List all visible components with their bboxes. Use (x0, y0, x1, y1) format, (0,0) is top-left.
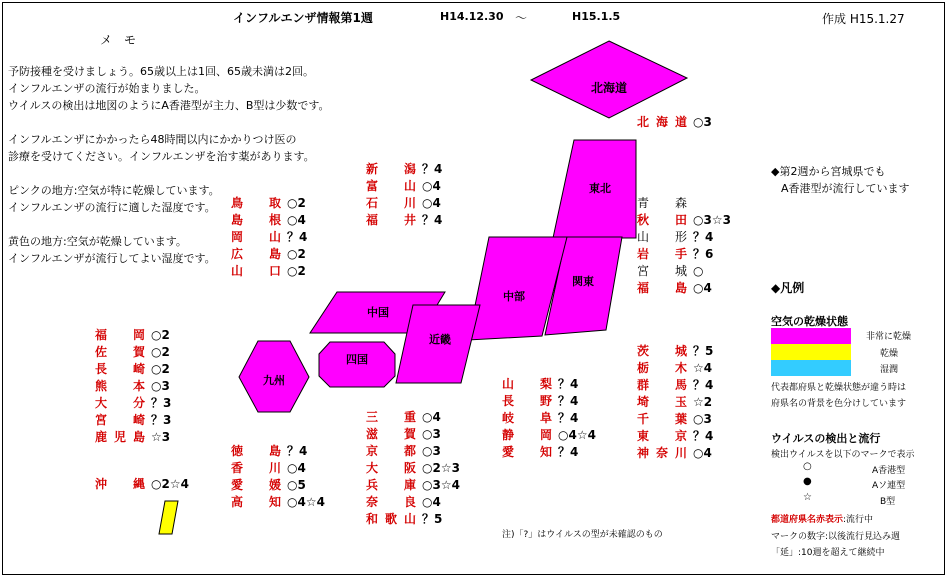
pref-status: ☆4 (693, 361, 713, 375)
pref-status: ○4 (422, 495, 441, 509)
region-label-kinki: 近畿 (429, 333, 451, 346)
pref-row (366, 178, 442, 195)
region-label-tohoku: 東北 (589, 182, 611, 195)
legend-dryness-title: 空気の乾燥状態 (771, 315, 848, 328)
pref-name: 三 重 (366, 410, 416, 424)
pref-row (231, 195, 307, 212)
pref-name: 新 潟 (366, 162, 416, 176)
pref-status: ○4 (693, 446, 712, 460)
legend-mark-a: A香港型 (872, 466, 906, 476)
legend-epi-red: 都道府県名赤表示 (771, 515, 844, 525)
pref-list-kanto (637, 343, 713, 462)
pref-status: ○2 (287, 247, 306, 261)
pref-row (366, 212, 442, 229)
pref-name: 福 岡 (95, 328, 145, 342)
pref-name: 大 阪 (366, 461, 416, 475)
region-label-kyushu: 九州 (263, 374, 285, 387)
region-label-chugoku: 中国 (367, 306, 389, 319)
region-label-hokkaido: 北海道 (590, 81, 628, 95)
pref-row (637, 377, 713, 394)
legend-very-dry: 非常に乾燥 (866, 332, 912, 342)
pref-row (637, 394, 713, 411)
pref-name: 山 形 (637, 230, 687, 244)
pref-row (231, 477, 325, 494)
pref-status: ○2☆3 (422, 461, 460, 475)
pref-status: ○4 (422, 410, 441, 424)
pref-status: ？4 (558, 445, 579, 459)
pref-name: 神奈川 (637, 446, 687, 460)
pref-row (231, 212, 307, 229)
pref-list-okinawa (95, 476, 189, 493)
pref-row (637, 428, 713, 445)
miyagi-note-line: A香港型が流行しています (781, 182, 910, 195)
pref-row (637, 263, 731, 280)
pref-status: ○3 (151, 379, 170, 393)
pref-name: 広 島 (231, 247, 281, 261)
pref-name: 徳 島 (231, 444, 281, 458)
pref-status: ？6 (693, 247, 714, 261)
pref-row (502, 393, 596, 410)
memo-line: 黄色の地方:空気が乾燥しています。 (8, 235, 187, 248)
pref-name: 鳥 取 (231, 196, 281, 210)
pref-status: ○2 (151, 345, 170, 359)
pref-status: ○ (693, 264, 704, 278)
legend-epi-rest: :流行中 (843, 515, 874, 525)
pref-list-shikoku (231, 443, 325, 511)
pref-row (231, 443, 325, 460)
memo-line: ピンクの地方:空気が特に乾燥しています。 (8, 184, 220, 197)
legend-dryness (771, 313, 848, 329)
pref-name: 石 川 (366, 196, 416, 210)
pref-status: ○4☆4 (287, 495, 325, 509)
pref-name: 香 川 (231, 461, 281, 475)
pref-row (95, 429, 171, 446)
pref-name: 兵 庫 (366, 478, 416, 492)
pref-status: ○3 (693, 412, 712, 426)
pref-row (366, 477, 460, 494)
pref-row (231, 460, 325, 477)
pref-status: ○4 (693, 281, 712, 295)
legend-bg-note-line: 代表都府県と乾燥状態が違う時は (771, 383, 907, 393)
swatch-humid (771, 360, 851, 376)
pref-status: ○3☆3 (693, 213, 731, 227)
pref-name: 福 島 (637, 281, 687, 295)
pref-status: ？3 (151, 396, 172, 410)
pref-status: ？4 (287, 444, 308, 458)
pref-row (637, 343, 713, 360)
memo-line: ウイルスの検出は地図のようにA香港型が主力、B型は少数です。 (8, 99, 330, 112)
date-to: H15.1.5 (572, 10, 621, 23)
swatch-dry (771, 344, 851, 360)
legend-virus-sub: 検出ウイルスを以下のマークで表示 (771, 450, 915, 460)
pref-name: 岩 手 (637, 247, 687, 261)
memo-line: 診療を受けてください。インフルエンザを治す薬があります。 (8, 150, 315, 163)
pref-row (366, 460, 460, 477)
pref-row (95, 344, 171, 361)
pref-row (502, 444, 596, 461)
pref-list-kyushu (95, 327, 171, 446)
legend-bg-note (771, 380, 906, 412)
pref-name: 宮 崎 (95, 413, 145, 427)
pref-name: 山 口 (231, 264, 281, 278)
pref-name: 東 京 (637, 429, 687, 443)
pref-name: 千 葉 (637, 412, 687, 426)
date-from: H14.12.30 (440, 10, 504, 23)
legend-humid: 湿潤 (880, 365, 899, 375)
pref-name: 宮 城 (637, 264, 687, 278)
region-label-chubu: 中部 (503, 290, 525, 303)
region-hokkaido (531, 41, 687, 118)
memo-line: 予防接種を受けましょう。65歳以上は1回、65歳未満は2回。 (8, 65, 314, 78)
pref-status: ？5 (693, 344, 714, 358)
pref-name: 島 根 (231, 213, 281, 227)
pref-name: 鹿児島 (95, 430, 145, 444)
pref-name: 富 山 (366, 179, 416, 193)
pref-row (366, 426, 460, 443)
pref-row (637, 411, 713, 428)
pref-name: 秋 田 (637, 213, 687, 227)
pref-name: 栃 木 (637, 361, 687, 375)
pref-status: ☆3 (151, 430, 171, 444)
memo-line: インフルエンザの流行に適した湿度です。 (8, 201, 216, 214)
pref-row (637, 195, 731, 212)
memo-line: インフルエンザが流行してよい湿度です。 (8, 252, 216, 265)
legend-title: ◆凡例 (771, 281, 805, 295)
pref-status: ○3☆4 (422, 478, 460, 492)
pref-row (637, 229, 731, 246)
pref-name: 群 馬 (637, 378, 687, 392)
memo-heading: メ モ (100, 33, 137, 47)
pref-status: ？5 (422, 512, 443, 526)
pref-name: 京 都 (366, 444, 416, 458)
pref-status: ☆2 (693, 395, 713, 409)
pref-row (637, 360, 713, 377)
unknown-type-note: 注)「?」はウイルスの型が未確認のもの (502, 530, 663, 540)
date-tilde: 〜 (515, 11, 528, 25)
pref-name: 沖 縄 (95, 477, 145, 491)
pref-row (502, 427, 596, 444)
pref-name: 熊 本 (95, 379, 145, 393)
pref-list-chugoku (231, 195, 307, 280)
pref-status: ○4 (422, 196, 441, 210)
pref-status: ？4 (558, 394, 579, 408)
pref-row (366, 511, 460, 528)
pref-row (637, 445, 713, 462)
pref-row (231, 494, 325, 511)
pref-row (95, 395, 171, 412)
pref-status: ○3 (422, 444, 441, 458)
legend-epi-extended: 「延」:10週を超えて継続中 (771, 548, 885, 558)
pref-status: ○3 (693, 115, 712, 129)
mark-a-icon: ○ (803, 461, 812, 472)
pref-name: 北海道 (637, 115, 687, 129)
legend-epi-weeks: マークの数字:以後流行見込み週 (771, 532, 901, 542)
legend-virus-title: ウイルスの検出と流行 (771, 432, 881, 445)
legend-bg-note-line: 府県名の背景を色分けしています (771, 399, 907, 409)
pref-row (231, 229, 307, 246)
pref-status: ？4 (693, 429, 714, 443)
pref-name: 福 井 (366, 213, 416, 227)
pref-row (231, 263, 307, 280)
pref-status: ○4 (422, 179, 441, 193)
memo-line: インフルエンザにかかったら48時間以内にかかりつけ医の (8, 133, 297, 146)
pref-status: ？3 (151, 413, 172, 427)
pref-status: ？4 (558, 411, 579, 425)
pref-name: 和歌山 (366, 512, 416, 526)
legend-dry: 乾燥 (880, 349, 899, 359)
pref-status: ？4 (693, 230, 714, 244)
pref-status: ○2 (151, 328, 170, 342)
pref-row (95, 412, 171, 429)
pref-name: 静 岡 (502, 428, 552, 442)
pref-name: 愛 知 (502, 445, 552, 459)
pref-row (637, 212, 731, 229)
pref-list-chubu (502, 376, 596, 461)
pref-status: ○4 (287, 461, 306, 475)
pref-name: 佐 賀 (95, 345, 145, 359)
pref-name: 長 野 (502, 394, 552, 408)
pref-list-hokuriku (366, 161, 442, 229)
pref-name: 高 知 (231, 495, 281, 509)
legend-mark-b: B型 (880, 497, 896, 507)
pref-row (231, 246, 307, 263)
pref-row (366, 443, 460, 460)
pref-status: ？4 (558, 377, 579, 391)
pref-status: ○2 (287, 264, 306, 278)
legend-mark-s: Aソ連型 (872, 481, 906, 491)
legend-virus (771, 430, 880, 446)
pref-status: ？4 (287, 230, 308, 244)
pref-row (366, 195, 442, 212)
pref-status: ○4☆4 (558, 428, 596, 442)
pref-name: 滋 賀 (366, 427, 416, 441)
pref-name: 岡 山 (231, 230, 281, 244)
created-date: 作成 H15.1.27 (822, 12, 905, 26)
pref-row (502, 376, 596, 393)
pref-row (366, 409, 460, 426)
pref-row (366, 161, 442, 178)
miyagi-note (771, 163, 910, 197)
pref-status: ○2 (151, 362, 170, 376)
pref-row (502, 410, 596, 427)
pref-status: ○5 (287, 478, 306, 492)
pref-row (95, 476, 189, 493)
pref-name: 愛 媛 (231, 478, 281, 492)
pref-name: 長 崎 (95, 362, 145, 376)
pref-name: 茨 城 (637, 344, 687, 358)
pref-row (366, 494, 460, 511)
region-label-kanto: 関東 (572, 275, 594, 288)
pref-list-hokkaido (637, 114, 712, 131)
miyagi-note-line: ◆第2週から宮城県でも (771, 165, 886, 178)
region-okinawa (159, 501, 178, 534)
pref-name: 奈 良 (366, 495, 416, 509)
pref-name: 青 森 (637, 196, 687, 210)
pref-row (637, 280, 731, 297)
pref-status: ○3 (422, 427, 441, 441)
region-label-shikoku: 四国 (346, 353, 368, 366)
pref-status: ？4 (422, 162, 443, 176)
pref-name: 山 梨 (502, 377, 552, 391)
pref-status: ○4 (287, 213, 306, 227)
mark-b-icon: ☆ (803, 492, 812, 503)
pref-list-tohoku (637, 195, 731, 297)
legend-epidemic (771, 512, 873, 525)
pref-name: 埼 玉 (637, 395, 687, 409)
page-title: インフルエンザ情報第1週 (233, 11, 373, 25)
memo-line: インフルエンザの流行が始まりました。 (8, 82, 206, 95)
pref-status: ○2 (287, 196, 306, 210)
pref-row (637, 246, 731, 263)
mark-s-icon: ● (803, 476, 812, 487)
pref-name: 大 分 (95, 396, 145, 410)
pref-row (95, 378, 171, 395)
pref-row (95, 327, 171, 344)
pref-status: ？4 (422, 213, 443, 227)
pref-name: 岐 阜 (502, 411, 552, 425)
pref-status: ？4 (693, 378, 714, 392)
pref-status: ○2☆4 (151, 477, 189, 491)
swatch-very-dry (771, 328, 851, 344)
pref-row (95, 361, 171, 378)
pref-row (637, 114, 712, 131)
pref-list-kinki (366, 409, 460, 528)
